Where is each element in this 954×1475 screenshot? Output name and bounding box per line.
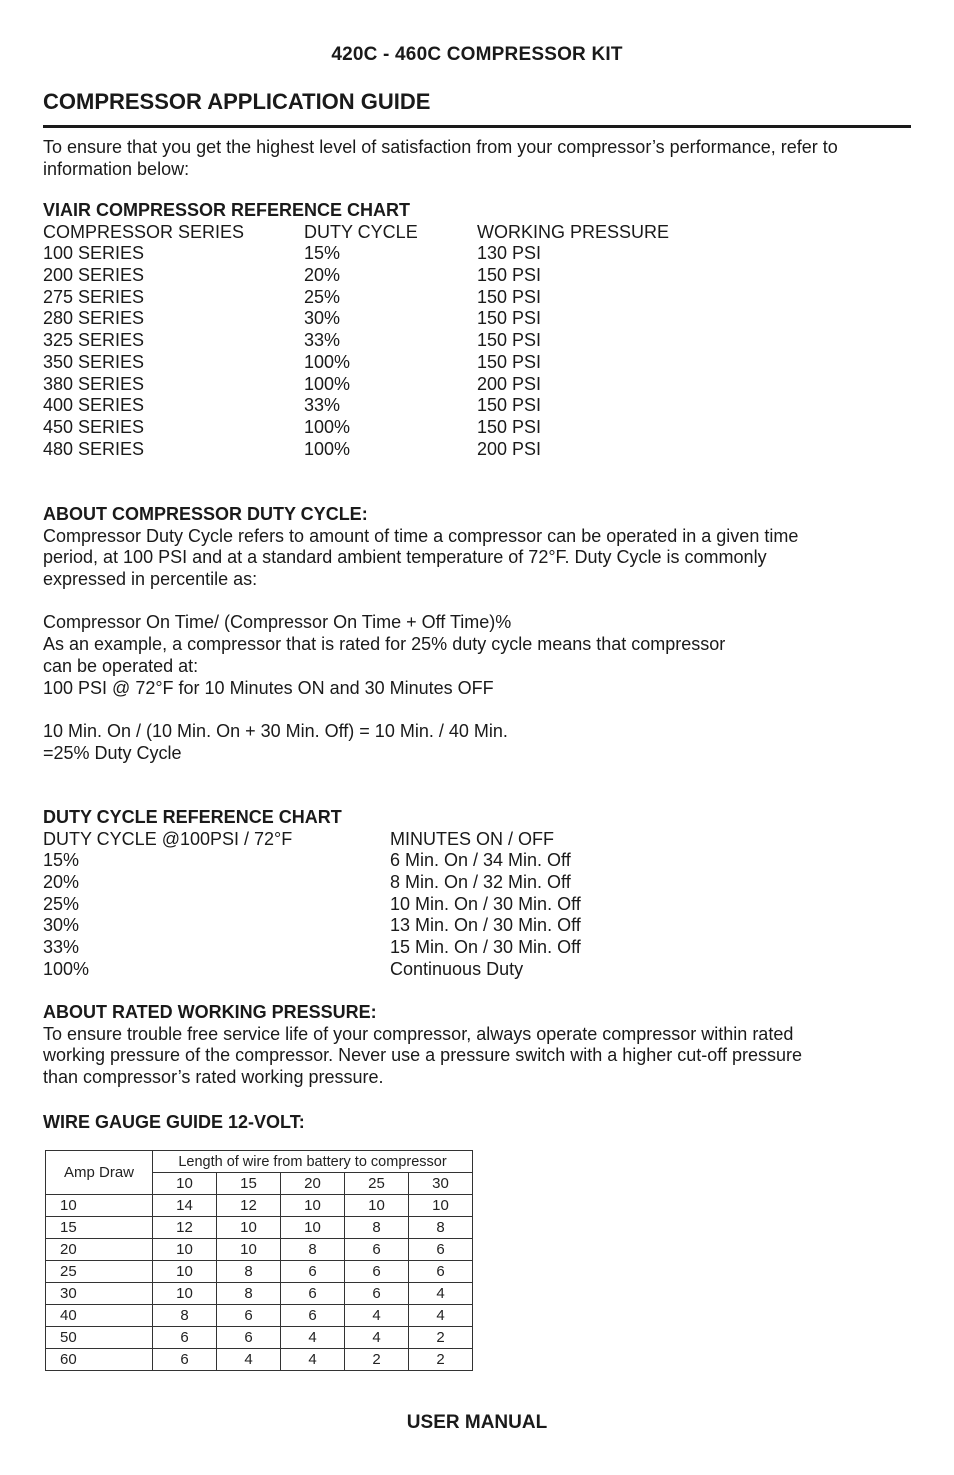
- duty-cycle-text-line: =25% Duty Cycle: [43, 742, 182, 763]
- working-pressure-value: 150 PSI: [477, 286, 542, 307]
- duty-cycle-text-line: 10 Min. On / (10 Min. On + 30 Min. Off) = 10 Min. / 40 Min.: [43, 720, 508, 741]
- reference-row: [43, 330, 911, 352]
- working-pressure-value: 150 PSI: [477, 308, 542, 329]
- duty-cycle-text-line: Compressor Duty Cycle refers to amount of time a compressor can be operated in a given time: [43, 525, 799, 546]
- pressure-text-line: than compressor’s rated working pressure.: [43, 1067, 384, 1088]
- wire-gauge-row: [46, 1195, 473, 1217]
- gauge-cell: 4: [217, 1349, 281, 1371]
- gauge-cell: 12: [153, 1217, 217, 1239]
- duty-chart-header: [43, 829, 911, 851]
- wire-gauge-row: [46, 1283, 473, 1305]
- header-minutes-on-off: MINUTES ON / OFF: [390, 828, 554, 849]
- pressure-text-line: To ensure trouble free service life of your compressor, always operate compressor within rated: [43, 1023, 794, 1044]
- working-pressure-value: 150 PSI: [477, 265, 542, 286]
- wire-length-column: 15: [217, 1173, 281, 1195]
- compressor-series: 480 SERIES: [43, 438, 145, 459]
- gauge-cell: 8: [153, 1305, 217, 1327]
- minutes-on-off-value: 13 Min. On / 30 Min. Off: [390, 915, 581, 936]
- gauge-cell: 6: [345, 1261, 409, 1283]
- duty-cycle-value: 15%: [304, 243, 341, 264]
- duty-cycle-percent: 25%: [43, 893, 80, 914]
- reference-chart-header: [43, 222, 911, 244]
- duty-chart-row: [43, 915, 911, 937]
- pressure-title: ABOUT RATED WORKING PRESSURE:: [43, 1002, 377, 1022]
- pressure-section: [43, 1002, 911, 1089]
- compressor-series: 350 SERIES: [43, 351, 145, 372]
- duty-cycle-value: 30%: [304, 308, 341, 329]
- kit-title: 420C - 460C COMPRESSOR KIT: [331, 44, 623, 65]
- duty-chart-title: DUTY CYCLE REFERENCE CHART: [43, 807, 342, 827]
- wire-length-column: 10: [153, 1173, 217, 1195]
- gauge-cell: 10: [345, 1195, 409, 1217]
- wire-gauge-row: [46, 1349, 473, 1371]
- gauge-cell: 14: [153, 1195, 217, 1217]
- gauge-cell: 2: [409, 1349, 473, 1371]
- gauge-cell: 8: [409, 1217, 473, 1239]
- minutes-on-off-value: 6 Min. On / 34 Min. Off: [390, 850, 571, 871]
- duty-cycle-value: 100%: [304, 373, 351, 394]
- header-duty-cycle-condition: DUTY CYCLE @100PSI / 72°F: [43, 828, 293, 849]
- compressor-series: 325 SERIES: [43, 330, 145, 351]
- duty-cycle-text-line: 100 PSI @ 72°F for 10 Minutes ON and 30 Minutes OFF: [43, 677, 494, 698]
- duty-chart-row: [43, 937, 911, 959]
- paragraph-spacer: [43, 591, 911, 613]
- gauge-cell: 4: [281, 1349, 345, 1371]
- gauge-cell: 2: [345, 1349, 409, 1371]
- duty-cycle-text-line: As an example, a compressor that is rated for 25% duty cycle means that compressor: [43, 634, 726, 655]
- duty-chart-row: [43, 894, 911, 916]
- gauge-cell: 10: [409, 1195, 473, 1217]
- duty-cycle-value: 20%: [304, 265, 341, 286]
- duty-cycle-value: 33%: [304, 395, 341, 416]
- reference-row: [43, 352, 911, 374]
- gauge-cell: 4: [409, 1305, 473, 1327]
- reference-row: [43, 243, 911, 265]
- gauge-cell: 8: [345, 1217, 409, 1239]
- gauge-cell: 10: [217, 1217, 281, 1239]
- amp-draw-cell: 10: [46, 1195, 153, 1217]
- duty-cycle-text-line: period, at 100 PSI and at a standard ambient temperature of 72°F. Duty Cycle is commonly: [43, 547, 767, 568]
- amp-draw-cell: 60: [46, 1349, 153, 1371]
- reference-chart-title: VIAIR COMPRESSOR REFERENCE CHART: [43, 200, 411, 220]
- duty-chart-row: [43, 850, 911, 872]
- wire-length-column: 30: [409, 1173, 473, 1195]
- gauge-cell: 10: [281, 1195, 345, 1217]
- duty-cycle-percent: 100%: [43, 958, 90, 979]
- guide-title: COMPRESSOR APPLICATION GUIDE: [43, 89, 431, 114]
- gauge-cell: 6: [153, 1349, 217, 1371]
- gauge-cell: 4: [345, 1327, 409, 1349]
- working-pressure-value: 130 PSI: [477, 243, 542, 264]
- intro-paragraph: To ensure that you get the highest level of satisfaction from your compressor’s performance, refer to information below:: [43, 137, 838, 179]
- minutes-on-off-value: 10 Min. On / 30 Min. Off: [390, 893, 581, 914]
- duty-chart-row: [43, 959, 911, 981]
- paragraph-spacer: [43, 699, 911, 721]
- duty-cycle-section: [43, 504, 911, 764]
- gauge-cell: 8: [217, 1283, 281, 1305]
- gauge-cell: 4: [281, 1327, 345, 1349]
- footer-label: USER MANUAL: [406, 1412, 548, 1433]
- compressor-series: 100 SERIES: [43, 243, 145, 264]
- amp-draw-cell: 25: [46, 1261, 153, 1283]
- gauge-cell: 6: [409, 1239, 473, 1261]
- gauge-cell: 10: [217, 1239, 281, 1261]
- duty-cycle-value: 100%: [304, 351, 351, 372]
- reference-row: [43, 374, 911, 396]
- amp-draw-cell: 40: [46, 1305, 153, 1327]
- reference-row: [43, 308, 911, 330]
- duty-cycle-value: 100%: [304, 438, 351, 459]
- reference-row: [43, 439, 911, 461]
- amp-draw-cell: 20: [46, 1239, 153, 1261]
- wire-gauge-row: [46, 1239, 473, 1261]
- duty-cycle-percent: 15%: [43, 850, 80, 871]
- compressor-series: 200 SERIES: [43, 265, 145, 286]
- header-series: COMPRESSOR SERIES: [43, 221, 245, 242]
- amp-draw-cell: 30: [46, 1283, 153, 1305]
- gauge-cell: 6: [217, 1327, 281, 1349]
- gauge-cell: 10: [153, 1239, 217, 1261]
- reference-row: [43, 287, 911, 309]
- amp-draw-cell: 15: [46, 1217, 153, 1239]
- reference-row: [43, 395, 911, 417]
- wire-gauge-row: [46, 1261, 473, 1283]
- duty-cycle-text-line: Compressor On Time/ (Compressor On Time + Off Time)%: [43, 612, 512, 633]
- duty-cycle-value: 25%: [304, 286, 341, 307]
- gauge-cell: 2: [409, 1327, 473, 1349]
- working-pressure-value: 200 PSI: [477, 438, 542, 459]
- reference-row: [43, 265, 911, 287]
- working-pressure-value: 200 PSI: [477, 373, 542, 394]
- gauge-cell: 10: [153, 1283, 217, 1305]
- gauge-cell: 6: [345, 1239, 409, 1261]
- wire-gauge-row: [46, 1305, 473, 1327]
- gauge-cell: 6: [281, 1261, 345, 1283]
- gauge-cell: 10: [153, 1261, 217, 1283]
- compressor-series: 400 SERIES: [43, 395, 145, 416]
- compressor-series: 380 SERIES: [43, 373, 145, 394]
- wire-gauge-row: [46, 1217, 473, 1239]
- duty-cycle-value: 33%: [304, 330, 341, 351]
- working-pressure-value: 150 PSI: [477, 351, 542, 372]
- amp-draw-header: Amp Draw: [46, 1151, 153, 1195]
- wire-length-column: 20: [281, 1173, 345, 1195]
- gauge-cell: 8: [217, 1261, 281, 1283]
- gauge-cell: 12: [217, 1195, 281, 1217]
- title-divider: [43, 125, 911, 128]
- compressor-reference-chart: [43, 200, 911, 460]
- reference-row: [43, 417, 911, 439]
- wire-gauge-row: [46, 1327, 473, 1349]
- wire-gauge-title: WIRE GAUGE GUIDE 12-VOLT:: [43, 1112, 305, 1132]
- gauge-cell: 4: [345, 1305, 409, 1327]
- duty-cycle-percent: 33%: [43, 937, 80, 958]
- amp-draw-cell: 50: [46, 1327, 153, 1349]
- duty-cycle-percent: 30%: [43, 915, 80, 936]
- gauge-cell: 8: [281, 1239, 345, 1261]
- minutes-on-off-value: Continuous Duty: [390, 958, 524, 979]
- working-pressure-value: 150 PSI: [477, 395, 542, 416]
- gauge-cell: 6: [281, 1305, 345, 1327]
- gauge-cell: 6: [409, 1261, 473, 1283]
- wire-length-header: Length of wire from battery to compressor: [153, 1151, 473, 1173]
- minutes-on-off-value: 15 Min. On / 30 Min. Off: [390, 937, 581, 958]
- working-pressure-value: 150 PSI: [477, 416, 542, 437]
- wire-gauge-table: [45, 1150, 473, 1371]
- duty-cycle-title: ABOUT COMPRESSOR DUTY CYCLE:: [43, 504, 368, 524]
- duty-cycle-text-line: expressed in percentile as:: [43, 569, 258, 590]
- working-pressure-value: 150 PSI: [477, 330, 542, 351]
- duty-cycle-chart: [43, 807, 911, 981]
- gauge-cell: 10: [281, 1217, 345, 1239]
- duty-cycle-text-line: can be operated at:: [43, 655, 199, 676]
- gauge-cell: 6: [153, 1327, 217, 1349]
- gauge-cell: 6: [281, 1283, 345, 1305]
- duty-cycle-percent: 20%: [43, 872, 80, 893]
- minutes-on-off-value: 8 Min. On / 32 Min. Off: [390, 872, 571, 893]
- duty-cycle-value: 100%: [304, 416, 351, 437]
- header-duty-cycle: DUTY CYCLE: [304, 221, 418, 242]
- duty-chart-row: [43, 872, 911, 894]
- gauge-cell: 6: [217, 1305, 281, 1327]
- compressor-series: 280 SERIES: [43, 308, 145, 329]
- compressor-series: 450 SERIES: [43, 416, 145, 437]
- gauge-cell: 6: [345, 1283, 409, 1305]
- pressure-text-line: working pressure of the compressor. Never use a pressure switch with a higher cut-off pressure: [43, 1045, 803, 1066]
- gauge-cell: 4: [409, 1283, 473, 1305]
- wire-length-column: 25: [345, 1173, 409, 1195]
- header-working-pressure: WORKING PRESSURE: [477, 221, 670, 242]
- compressor-series: 275 SERIES: [43, 286, 145, 307]
